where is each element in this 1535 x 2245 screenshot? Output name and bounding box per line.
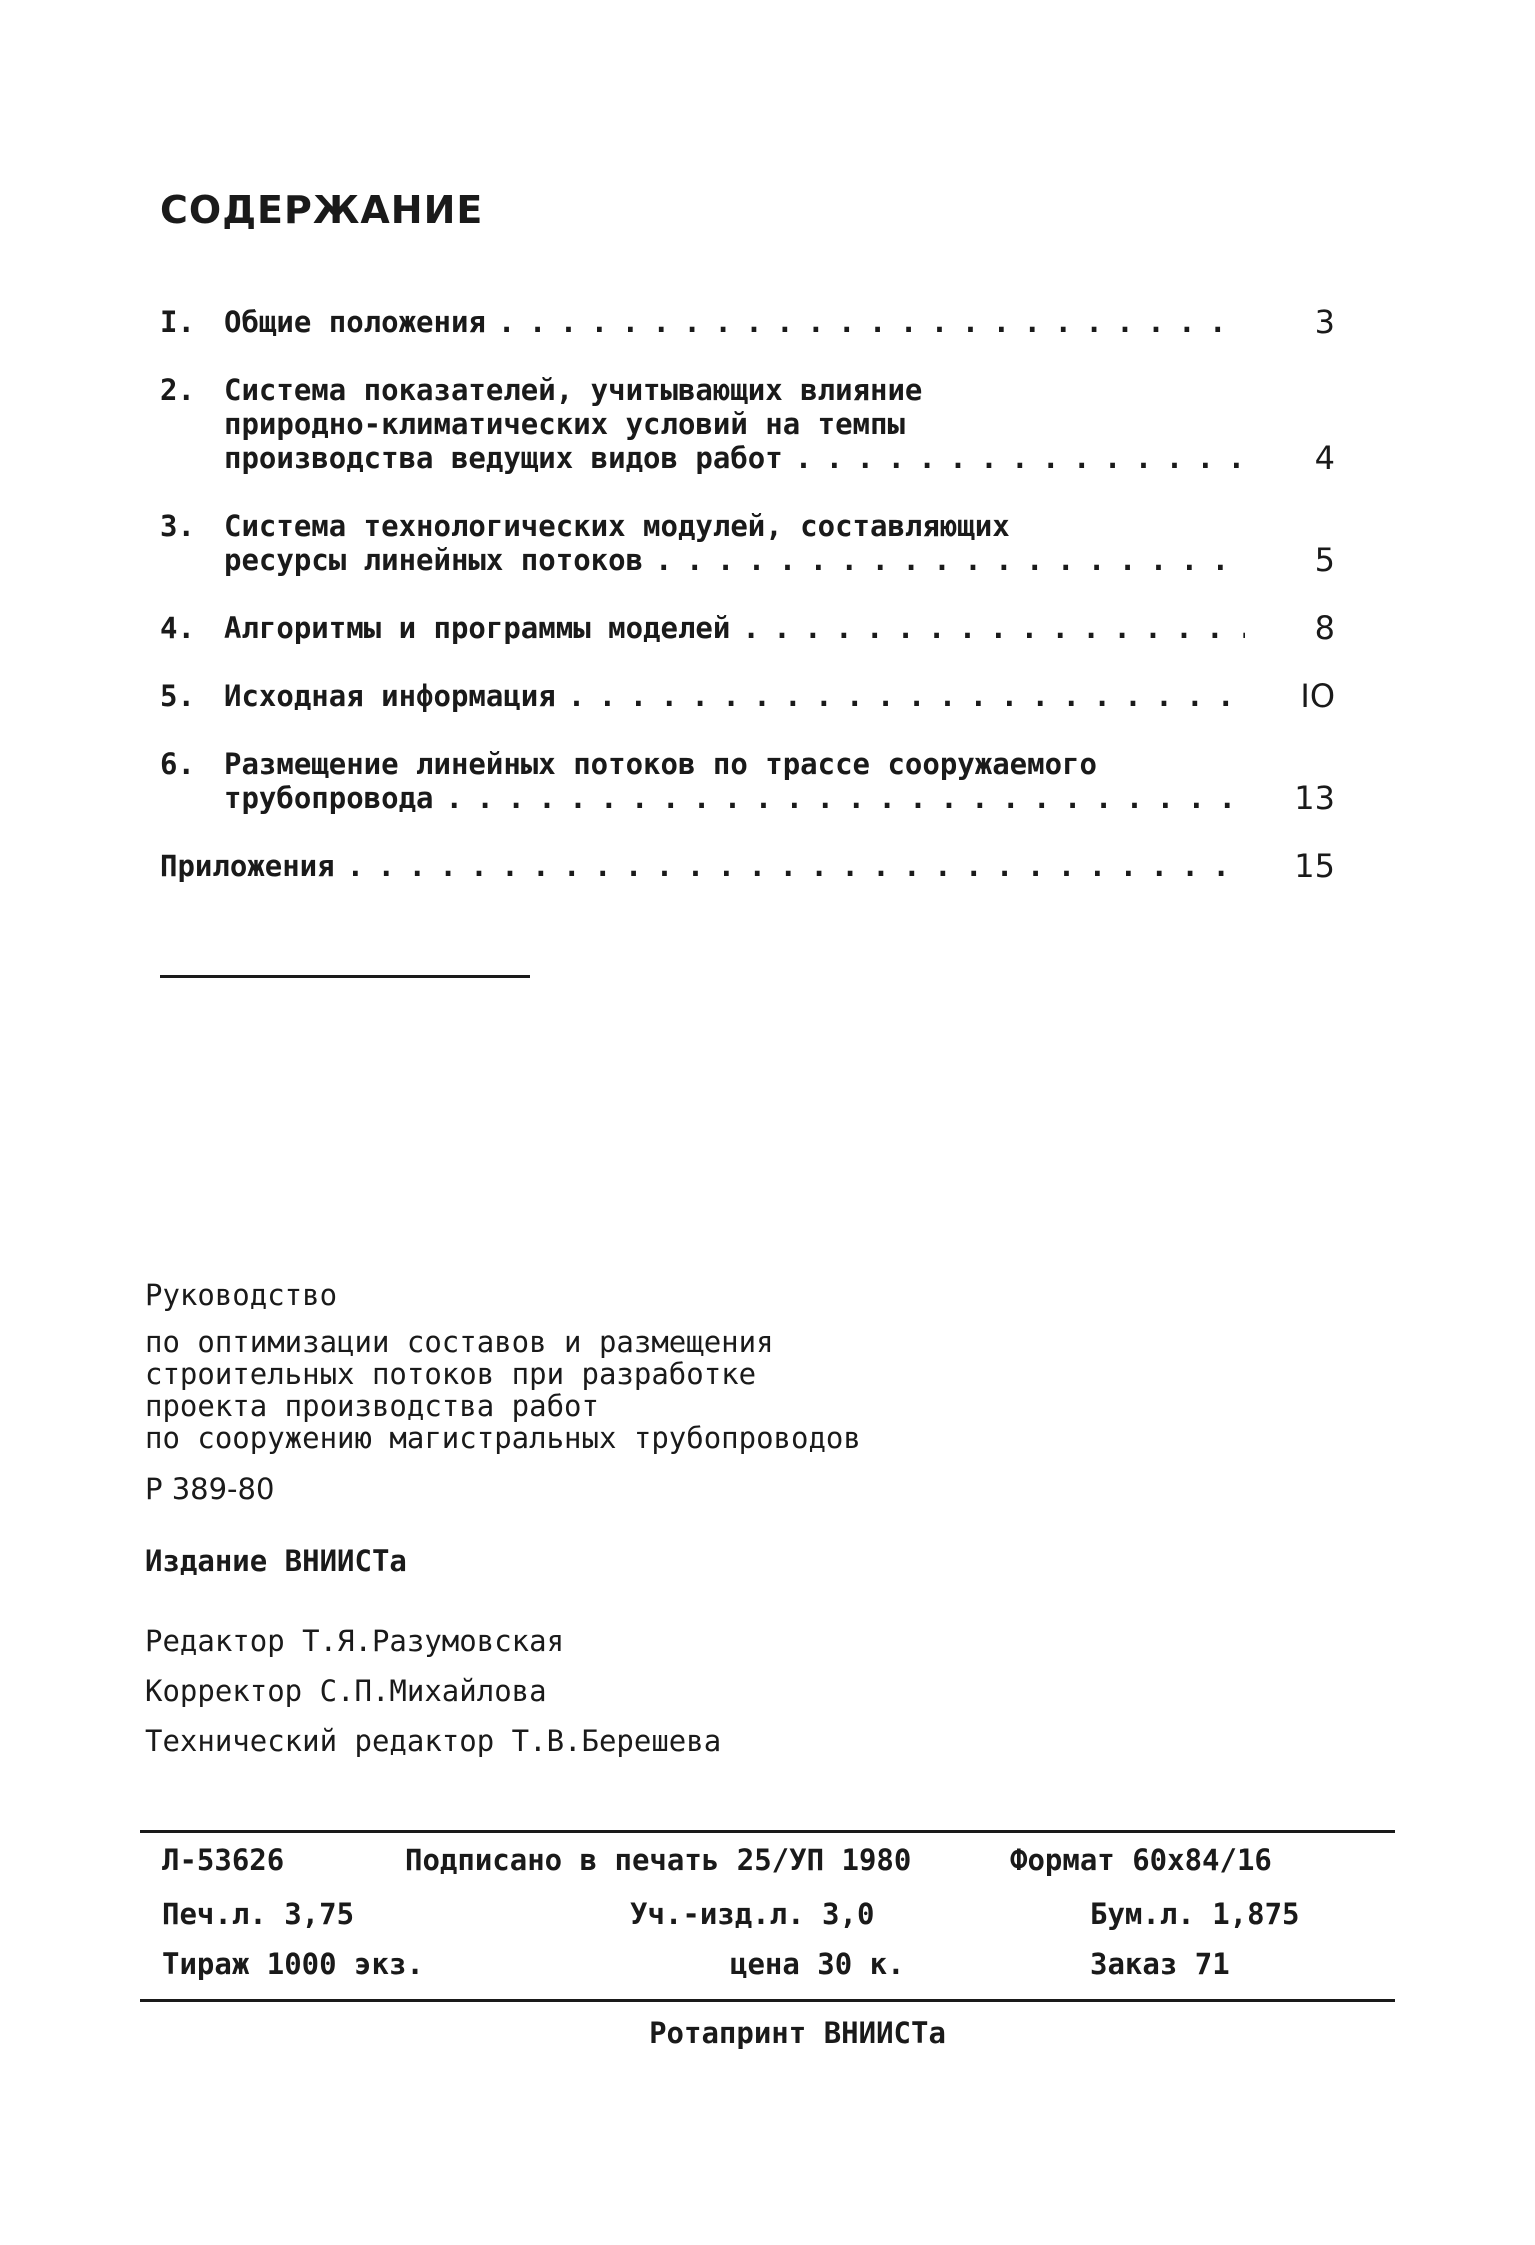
toc-entry-line: Алгоритмы и программы моделей <box>224 611 731 645</box>
dot-leader <box>498 305 1245 339</box>
table-of-contents <box>160 305 1335 917</box>
editor-credit: Редактор Т.Я.Разумовская <box>145 1624 565 1658</box>
toc-entry-line: Размещение линейных потоков по трассе сооружаемого <box>224 747 1097 781</box>
toc-entry-line: Система технологических модулей, составляющих <box>224 509 1010 543</box>
toc-entry-text <box>160 509 1335 577</box>
toc-entry <box>160 509 1335 577</box>
toc-entry-line: Общие положения <box>224 305 486 339</box>
toc-entry-number: 4. <box>160 611 195 645</box>
colophon-bottom-rule <box>140 1999 1395 2002</box>
toc-entry-number: 6. <box>160 747 195 781</box>
toc-entry-page: 5 <box>1314 541 1335 579</box>
toc-entry-line: трубопровода <box>224 781 434 815</box>
colophon-row <box>140 1937 1395 1987</box>
toc-entry-line: производства ведущих видов работ <box>224 441 783 475</box>
toc-entry <box>160 373 1335 475</box>
dot-leader <box>795 441 1245 475</box>
colophon <box>140 1830 1395 2050</box>
dot-leader <box>655 543 1245 577</box>
document-code: Р 389-80 <box>145 1472 275 1506</box>
print-run: Тираж 1000 экз. <box>162 1947 424 1981</box>
imprint-block <box>145 1278 1405 1766</box>
dot-leader <box>742 611 1245 645</box>
toc-entry-number: 3. <box>160 509 195 543</box>
toc-entry-line: ресурсы линейных потоков <box>224 543 644 577</box>
toc-entry <box>160 747 1335 815</box>
toc-entry-line: Система показателей, учитывающих влияние <box>224 373 923 407</box>
toc-entry-number: I. <box>160 305 195 339</box>
paper-sheets: Бум.л. 1,875 <box>1090 1897 1300 1931</box>
toc-entry-text <box>160 305 1335 339</box>
colophon-row <box>140 1887 1395 1937</box>
order-number: Заказ 71 <box>1090 1947 1230 1981</box>
toc-entry-line: Приложения <box>160 849 335 883</box>
document-title: по оптимизации составов и размещения строительных потоков при разработке проекта производства работ по сооружению магистральных трубопроводов <box>145 1325 861 1455</box>
license-number: Л-53626 <box>162 1843 285 1877</box>
toc-entry-page: 15 <box>1294 847 1335 885</box>
toc-entry <box>160 305 1335 339</box>
toc-entry-line: природно-климатических условий на темпы <box>224 407 905 441</box>
tech-editor-credit: Технический редактор Т.В.Берешева <box>145 1724 722 1758</box>
colophon-row <box>140 1833 1395 1887</box>
toc-entry-number: 2. <box>160 373 195 407</box>
document-type: Руководство <box>145 1278 338 1312</box>
toc-entry-page: 4 <box>1314 439 1335 477</box>
toc-entry-line: Исходная информация <box>224 679 556 713</box>
price: цена 30 к. <box>730 1947 905 1981</box>
publishing-sheets: Уч.-изд.л. 3,0 <box>630 1897 875 1931</box>
toc-entry-page: 8 <box>1314 609 1335 647</box>
printer-name: Ротапринт ВНИИСТа <box>649 2016 946 2050</box>
toc-entry-page: 3 <box>1314 303 1335 341</box>
toc-entry <box>160 611 1335 645</box>
toc-entry-text <box>160 747 1335 815</box>
printed-sheets: Печ.л. 3,75 <box>162 1897 355 1931</box>
publisher: Издание ВНИИСТа <box>145 1544 407 1578</box>
toc-entry-page: IO <box>1300 677 1335 715</box>
toc-entry <box>160 849 1335 883</box>
corrector-credit: Корректор С.П.Михайлова <box>145 1674 547 1708</box>
signed-to-print: Подписано в печать 25/УП 1980 <box>405 1843 912 1877</box>
toc-entry-text <box>160 373 1335 475</box>
toc-entry <box>160 679 1335 713</box>
section-divider <box>160 975 530 978</box>
dot-leader <box>347 849 1245 883</box>
toc-title: СОДЕРЖАНИЕ <box>160 188 484 232</box>
toc-entry-number: 5. <box>160 679 195 713</box>
toc-entry-page: 13 <box>1294 779 1335 817</box>
paper-format: Формат 60x84/16 <box>1010 1843 1272 1877</box>
toc-entry-text <box>160 849 1335 883</box>
dot-leader <box>446 781 1245 815</box>
toc-entry-text <box>160 679 1335 713</box>
toc-entry-text <box>160 611 1335 645</box>
dot-leader <box>568 679 1245 713</box>
